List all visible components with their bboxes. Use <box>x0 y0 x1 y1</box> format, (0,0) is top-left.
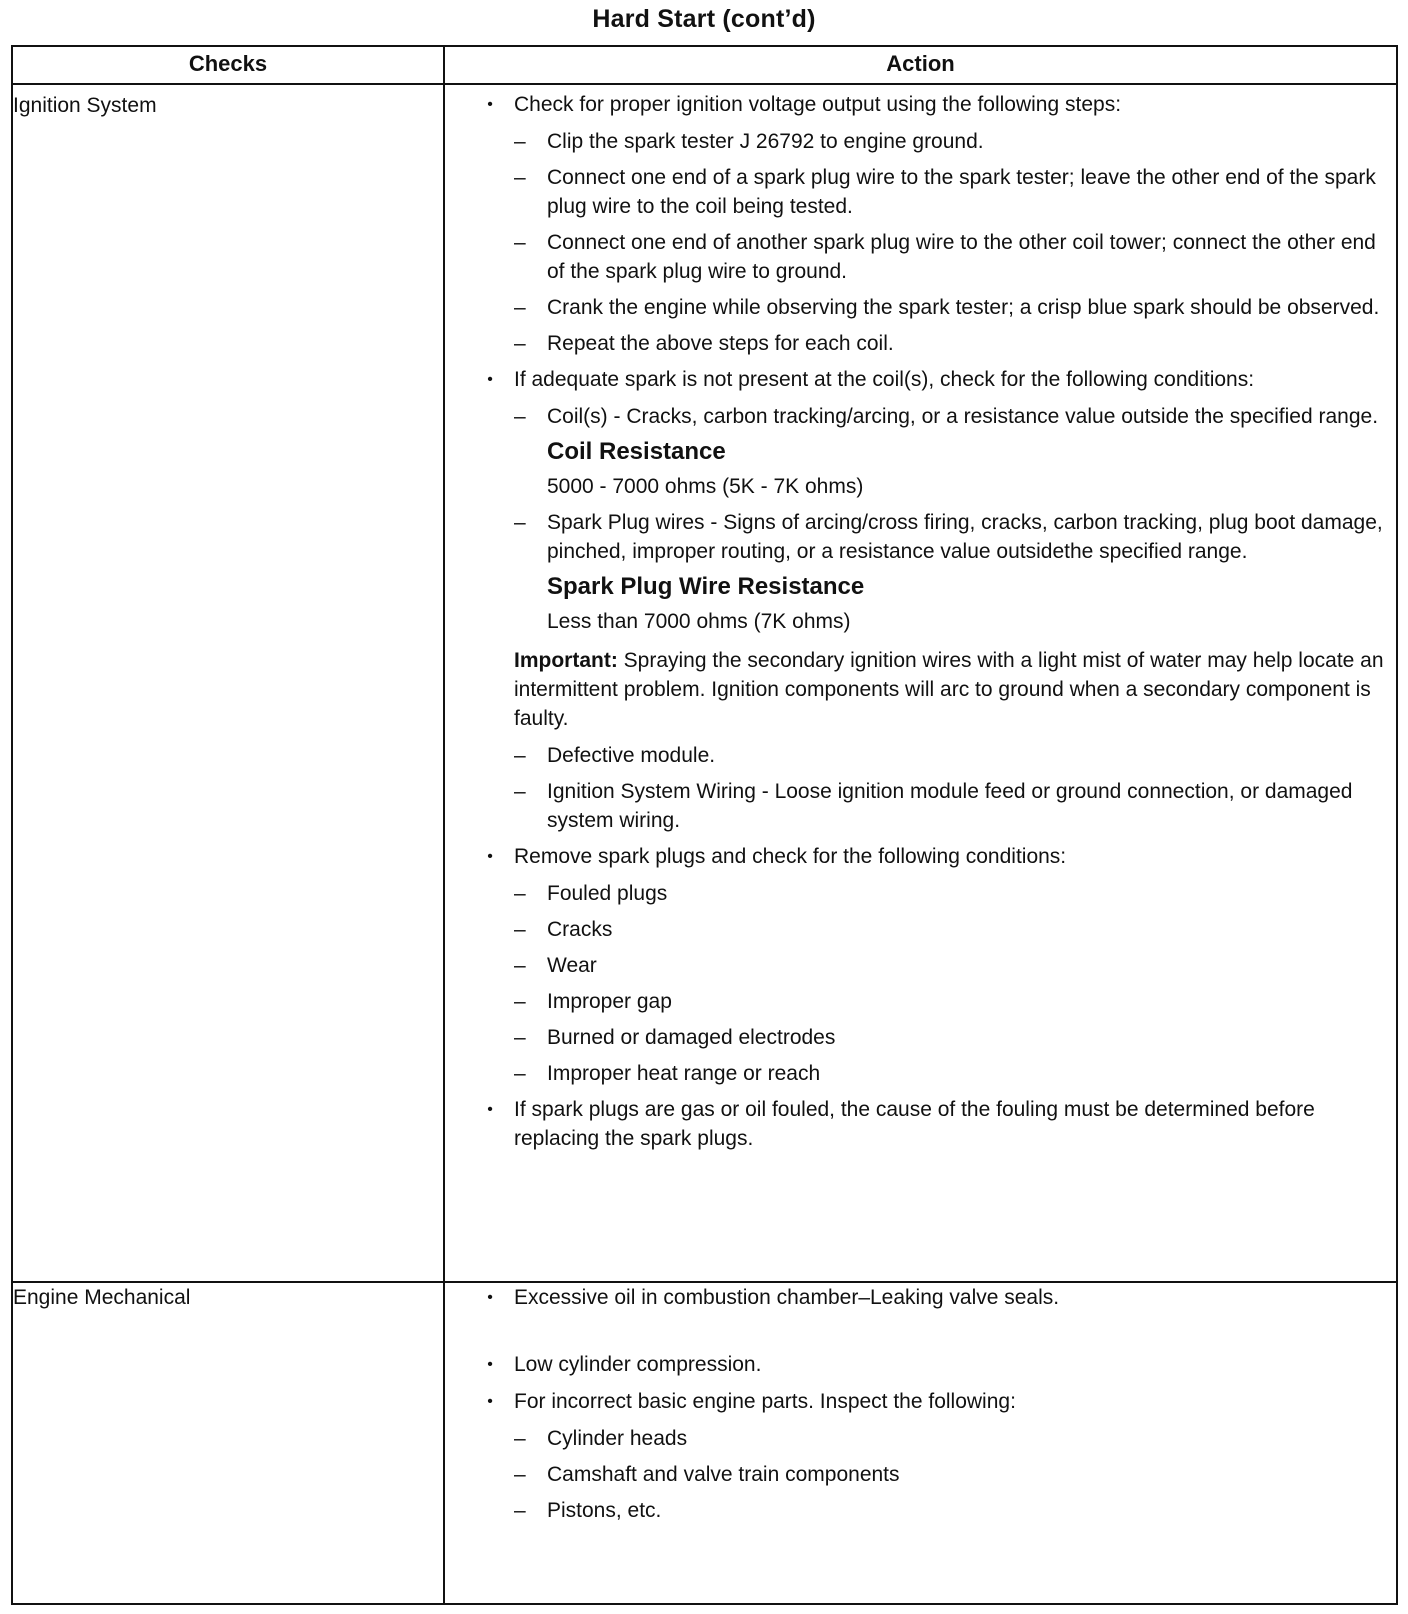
dash-item <box>458 163 1393 221</box>
dash-marker: – <box>514 1026 526 1049</box>
spec-heading: Spark Plug Wire Resistance <box>547 573 865 600</box>
dash-item <box>458 1059 1393 1088</box>
dash-text: Coil(s) - Cracks, carbon tracking/arcing, or a resistance value outside the specified range. <box>547 405 1379 428</box>
spacer <box>458 1320 1393 1350</box>
dash-text: Connect one end of a spark plug wire to the spark tester; leave the other end of the spark plug wire to the coil being tested. <box>547 166 1376 218</box>
dash-text: Ignition System Wiring - Loose ignition module feed or ground connection, or damaged system wiring. <box>547 780 1353 832</box>
bullet-text: Low cylinder compression. <box>514 1353 762 1376</box>
action-cell-ignition-system <box>458 90 1393 1161</box>
action-column-header: Action <box>886 51 955 76</box>
dash-item <box>458 741 1393 770</box>
dash-text: Fouled plugs <box>547 882 668 905</box>
important-text: Spraying the secondary ignition wires with a light mist of water may help locate an intermittent problem. Ignition components will arc to ground when a secondary component is faulty. <box>514 649 1384 730</box>
dash-marker: – <box>514 296 526 319</box>
dash-text: Crank the engine while observing the spark tester; a crisp blue spark should be observed. <box>547 296 1380 319</box>
dash-item <box>458 329 1393 358</box>
dash-item <box>458 127 1393 156</box>
dash-marker: – <box>514 1062 526 1085</box>
dash-item <box>458 1424 1393 1453</box>
bullet-item <box>458 1095 1393 1153</box>
dash-marker: – <box>514 882 526 905</box>
dash-item <box>458 402 1393 431</box>
important-note <box>514 646 1393 733</box>
dash-item <box>458 879 1393 908</box>
dash-text: Pistons, etc. <box>547 1499 662 1522</box>
dash-marker: – <box>514 1499 526 1522</box>
dash-marker: – <box>514 231 526 254</box>
dash-item <box>458 508 1393 566</box>
checks-column-header: Checks <box>188 51 268 76</box>
dash-item <box>458 1460 1393 1489</box>
dash-item <box>458 915 1393 944</box>
spec-value: Less than 7000 ohms (7K ohms) <box>547 610 851 633</box>
important-label: Important: <box>514 649 618 672</box>
bullet-marker: • <box>487 848 493 865</box>
header-divider <box>11 83 1398 85</box>
bullet-item <box>458 90 1393 119</box>
action-cell-engine-mechanical <box>458 1283 1393 1532</box>
bullet-marker: • <box>487 1289 493 1306</box>
bullet-text: If adequate spark is not present at the coil(s), check for the following conditions: <box>514 368 1255 391</box>
dash-marker: – <box>514 1427 526 1450</box>
dash-item <box>458 987 1393 1016</box>
dash-text: Repeat the above steps for each coil. <box>547 332 894 355</box>
dash-item <box>458 228 1393 286</box>
bullet-text: Remove spark plugs and check for the following conditions: <box>514 845 1067 868</box>
dash-item <box>458 1496 1393 1525</box>
bullet-marker: • <box>487 1101 493 1118</box>
dash-text: Defective module. <box>547 744 716 767</box>
dash-item <box>458 777 1393 835</box>
dash-marker: – <box>514 954 526 977</box>
dash-text: Wear <box>547 954 597 977</box>
dash-marker: – <box>514 918 526 941</box>
dash-text: Burned or damaged electrodes <box>547 1026 836 1049</box>
dash-text: Connect one end of another spark plug wire to the other coil tower; connect the other end of the spark plug wire to ground. <box>547 231 1376 283</box>
bullet-item <box>458 365 1393 394</box>
bullet-text: For incorrect basic engine parts. Inspect the following: <box>514 1390 1016 1413</box>
bullet-marker: • <box>487 371 493 388</box>
dash-item <box>458 1023 1393 1052</box>
bullet-text: Check for proper ignition voltage output using the following steps: <box>514 93 1122 116</box>
dash-text: Improper gap <box>547 990 672 1013</box>
dash-marker: – <box>514 332 526 355</box>
spec-value: 5000 - 7000 ohms (5K - 7K ohms) <box>547 475 864 498</box>
dash-marker: – <box>514 744 526 767</box>
column-divider <box>443 45 445 1605</box>
check-ignition-system: Ignition System <box>13 94 157 117</box>
dash-marker: – <box>514 1463 526 1486</box>
dash-item <box>458 293 1393 322</box>
dash-marker: – <box>514 405 526 428</box>
dash-text: Spark Plug wires - Signs of arcing/cross firing, cracks, carbon tracking, plug boot damage, pinched, improper routing, or a resistance value outsidethe specified range. <box>547 511 1383 563</box>
bullet-marker: • <box>487 1356 493 1373</box>
dash-marker: – <box>514 166 526 189</box>
bullet-item <box>458 1283 1393 1312</box>
bullet-marker: • <box>487 96 493 113</box>
dash-text: Cracks <box>547 918 613 941</box>
dash-text: Clip the spark tester J 26792 to engine ground. <box>547 130 984 153</box>
bullet-text: Excessive oil in combustion chamber–Leaking valve seals. <box>514 1286 1060 1309</box>
bullet-text: If spark plugs are gas or oil fouled, the cause of the fouling must be determined before replacing the spark plugs. <box>514 1098 1315 1150</box>
bullet-item <box>458 842 1393 871</box>
page-title: Hard Start (cont’d) <box>592 5 816 33</box>
dash-text: Cylinder heads <box>547 1427 688 1450</box>
dash-item <box>458 951 1393 980</box>
bullet-marker: • <box>487 1393 493 1410</box>
dash-text: Improper heat range or reach <box>547 1062 821 1085</box>
check-engine-mechanical: Engine Mechanical <box>13 1286 191 1309</box>
dash-marker: – <box>514 990 526 1013</box>
spec-heading: Coil Resistance <box>547 438 726 465</box>
bullet-item <box>458 1387 1393 1416</box>
dash-text: Camshaft and valve train components <box>547 1463 900 1486</box>
dash-marker: – <box>514 130 526 153</box>
dash-marker: – <box>514 780 526 803</box>
bullet-item <box>458 1350 1393 1379</box>
dash-marker: – <box>514 511 526 534</box>
